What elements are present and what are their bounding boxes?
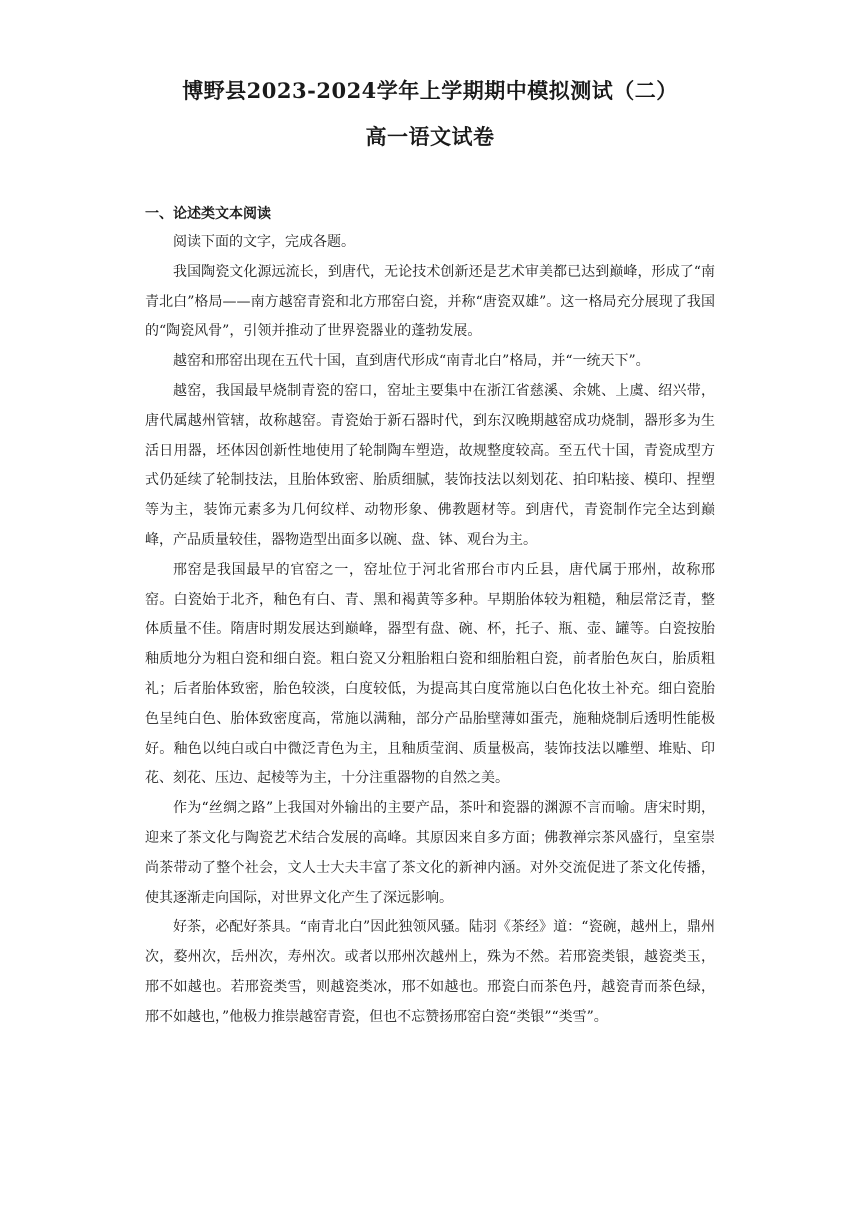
exam-title: 博野县2023-2024学年上学期期中模拟测试（二） — [182, 78, 678, 103]
exam-subtitle: 高一语文试卷 — [365, 124, 495, 149]
passage-paragraph: 作为“丝绸之路”上我国对外输出的主要产品，茶叶和瓷器的渊源不言而喻。唐宋时期，迎来了茶文化与陶瓷艺术结合发展的高峰。其原因来自多方面；佛教禅宗茶风盛行，皇室崇尚茶带动了整个社会，文人士大夫丰富了茶文化的新神内涵。对外交流促进了茶文化传播，使其逐渐走向国际，对世界文化产生了深远影响。 — [145, 800, 715, 906]
reading-passage — [145, 228, 715, 1033]
passage-paragraph: 邢窑是我国最早的官窑之一，窑址位于河北省邢台市内丘县，唐代属于邢州，故称邢窑。白瓷始于北齐，釉色有白、青、黑和褐黄等多种。早期胎体较为粗糙，釉层常泛青，整体质量不佳。隋唐时期发展达到巅峰，器型有盘、碗、杯，托子、瓶、壶、罐等。白瓷按胎釉质地分为粗白瓷和细白瓷。粗白瓷又分粗胎粗白瓷和细胎粗白瓷，前者胎色灰白，胎质粗礼；后者胎体致密，胎色较淡，白度较低，为提高其白度常施以白色化妆土补充。细白瓷胎色呈纯白色、胎体致密度高，常施以满釉，部分产品胎壁薄如蛋壳，施釉烧制后透明性能极好。釉色以纯白或白中微泛青色为主，且釉质莹润、质量极高，装饰技法以雕塑、堆贴、印花、刻花、压边、起棱等为主，十分注重器物的自然之美。 — [145, 561, 715, 787]
passage-paragraph: 好茶，必配好茶具。“南青北白”因此独领风骚。陆羽《茶经》道：“瓷碗，越州上，鼎州次，婺州次，岳州次，寿州次。或者以邢州次越州上，殊为不然。若邢瓷类银，越瓷类玉，邢不如越也。若邢瓷类雪，则越瓷类冰，邢不如越也。邢瓷白而茶色丹，越瓷青而茶色绿，邢不如越也，”他极力推崇越窑青瓷，但也不忘赞扬邢窑白瓷“类银”“类雪”。 — [145, 919, 715, 1025]
passage-paragraph: 越窑，我国最早烧制青瓷的窑口，窑址主要集中在浙江省慈溪、余姚、上虞、绍兴带，唐代属越州管辖，故称越窑。青瓷始于新石器时代，到东汉晚期越窑成功烧制，器形多为生活日用器，坯体因创新性地使用了轮制陶车塑造，故规整度较高。至五代十国，青瓷成型方式仍延续了轮制技法，且胎体致密、胎质细腻，装饰技法以刻划花、拍印粘接、模印、捏塑等为主，装饰元素多为几何纹样、动物形象、佛教题材等。到唐代，青瓷制作完全达到巅峰，产品质量较佳，器物造型出面多以碗、盘、钵、观台为主。 — [145, 382, 715, 548]
passage-paragraph: 我国陶瓷文化源远流长，到唐代，无论技术创新还是艺术审美都已达到巅峰，形成了“南青北白”格局——南方越窑青瓷和北方邢窑白瓷，并称“唐瓷双雄”。这一格局充分展现了我国的“陶瓷风骨”，引领并推动了世界瓷器业的蓬勃发展。 — [145, 263, 715, 340]
passage-paragraph: 越窑和邢窑出现在五代十国，直到唐代形成“南青北白”格局，并“一统天下”。 — [173, 353, 650, 370]
instruction-paragraph: 阅读下面的文字，完成各题。 — [173, 234, 355, 250]
section-heading: 一、论述类文本阅读 — [145, 206, 271, 222]
